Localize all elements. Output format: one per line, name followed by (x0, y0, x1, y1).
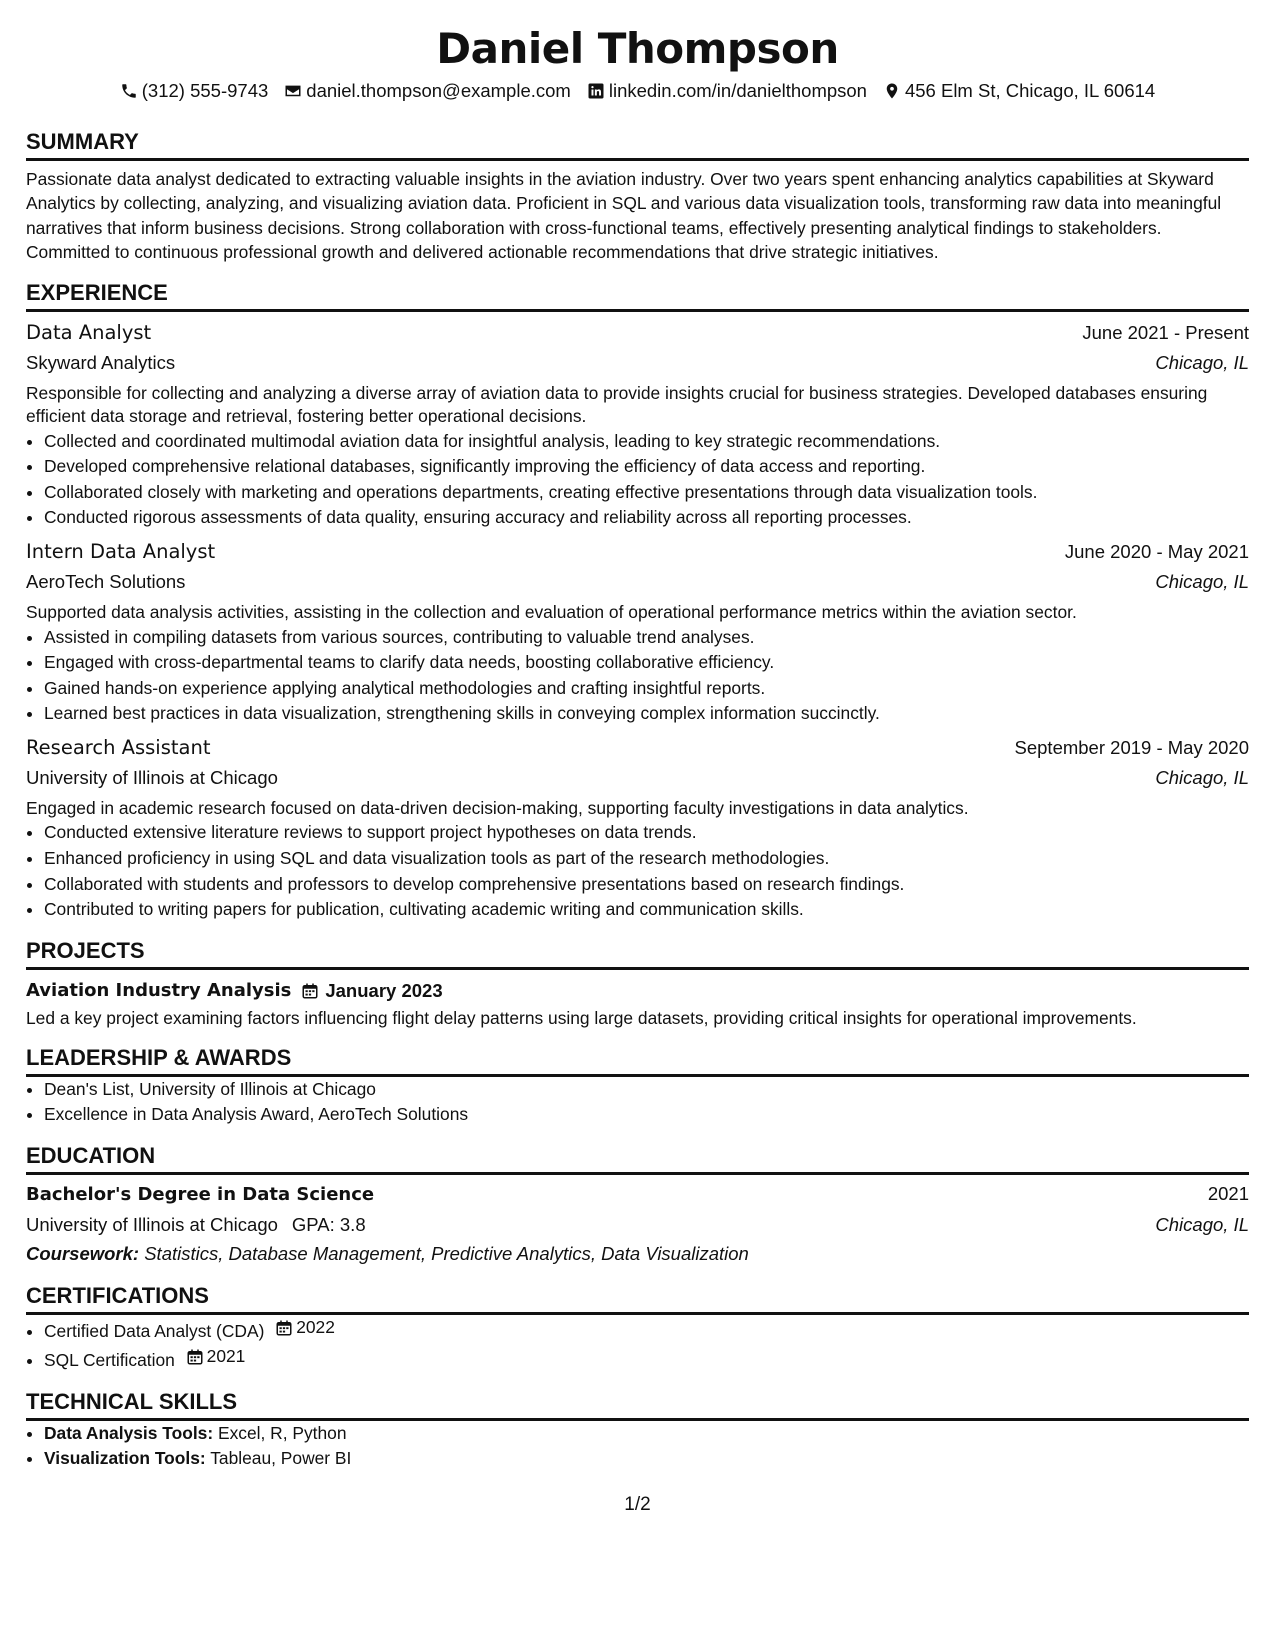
job-description: Supported data analysis activities, assisting in the collection and evaluation of operational performance metrics within the aviation sector. (26, 602, 1077, 622)
awards-section (26, 1044, 1249, 1128)
project-header (26, 976, 1249, 1006)
job-location: Chicago, IL (1155, 351, 1249, 373)
school-location: Chicago, IL (1155, 1213, 1249, 1235)
job-entry (26, 733, 1249, 923)
list-item: • Engaged with cross-departmental teams to clarify data needs, boosting collaborative efficiency. (44, 650, 1249, 676)
job-company: Skyward Analytics (26, 351, 176, 373)
job-subheader (26, 567, 1249, 597)
list-item: • Assisted in compiling datasets from various sources, contributing to valuable trend analyses. (44, 625, 1249, 651)
skill-value: Excel, R, Python (217, 1422, 347, 1443)
project-date (301, 976, 442, 1006)
email-link[interactable]: daniel.thompson@example.com (306, 80, 571, 101)
coursework-label: Coursework: (26, 1242, 140, 1264)
list-item: • Gained hands-on experience applying analytical methodologies and crafting insightful reports. (44, 676, 1249, 702)
coursework-list: Statistics, Database Management, Predictive Analytics, Data Visualization (144, 1242, 749, 1264)
job-company: AeroTech Solutions (26, 571, 186, 592)
contact-linkedin[interactable] (587, 78, 867, 104)
job-dates: June 2020 - May 2021 (1064, 541, 1249, 562)
projects-section (26, 937, 1249, 1030)
linkedin-icon (587, 82, 605, 100)
list-item: • Excellence in Data Analysis Award, AeroTech Solutions (44, 1102, 1249, 1128)
list-item: • Developed comprehensive relational databases, significantly improving the efficiency of data access and reporting. (44, 454, 1249, 480)
job-header (26, 318, 1249, 348)
phone-icon (120, 82, 138, 100)
job-entry (26, 537, 1249, 727)
job-company: University of Illinois at Chicago (26, 766, 278, 788)
gpa: GPA: 3.8 (291, 1213, 366, 1235)
education-section (26, 1142, 1249, 1268)
list-item: • Contributed to writing papers for publication, cultivating academic writing and communication skills. (44, 897, 1249, 923)
job-bullets (26, 625, 1249, 727)
list-item: • Collaborated with students and professors to develop comprehensive presentations based on research findings. (44, 872, 1249, 898)
job-header (26, 733, 1249, 763)
job-header (26, 537, 1249, 567)
awards-list (26, 1077, 1249, 1128)
job-title: Research Assistant (26, 735, 211, 759)
project-description: Led a key project examining factors influencing flight delay patterns using large datasets, providing critical insights for operational improvements. (26, 1007, 1137, 1028)
list-item: • Enhanced proficiency in using SQL and data visualization tools as part of the research methodologies. (44, 846, 1249, 872)
list-item (44, 1344, 1249, 1373)
contact-phone (120, 78, 269, 104)
summary-section (26, 128, 1249, 265)
list-item (44, 1421, 1249, 1447)
coursework (26, 1240, 1249, 1268)
list-item: • Learned best practices in data visualization, strengthening skills in conveying complex information succinctly. (44, 701, 1249, 727)
project-name: Aviation Industry Analysis (26, 979, 292, 1001)
section-title-experience: EXPERIENCE (26, 279, 1249, 312)
project-date-text: January 2023 (325, 979, 443, 1001)
skill-label: Data Analysis Tools: (44, 1422, 214, 1443)
certifications-list (26, 1315, 1249, 1374)
skill-value: Tableau, Power BI (210, 1448, 352, 1469)
phone-text: (312) 555-9743 (141, 80, 269, 101)
list-item: • Dean's List, University of Illinois at Chicago (44, 1077, 1249, 1103)
envelope-icon (284, 82, 302, 100)
job-title: Intern Data Analyst (26, 540, 216, 563)
address-text: 456 Elm St, Chicago, IL 60614 (904, 80, 1156, 101)
section-title-awards: LEADERSHIP & AWARDS (26, 1044, 1249, 1077)
skills-list (26, 1421, 1249, 1472)
job-description: Engaged in academic research focused on data-driven decision-making, supporting faculty investigations in data analytics. (26, 797, 969, 818)
list-item: • Collaborated closely with marketing and operations departments, creating effective presentations through data visualization tools. (44, 480, 1249, 506)
section-title-certifications: CERTIFICATIONS (26, 1282, 1249, 1315)
job-location: Chicago, IL (1155, 766, 1249, 788)
cert-date (186, 1344, 246, 1370)
experience-section (26, 279, 1249, 923)
cert-year: 2022 (296, 1316, 335, 1337)
page-number: 1/2 (624, 1494, 651, 1515)
list-item: • Conducted rigorous assessments of data quality, ensuring accuracy and reliability across all reporting processes. (44, 505, 1249, 531)
education-header (26, 1179, 1249, 1210)
contact-bar (26, 78, 1249, 104)
skill-label: Visualization Tools: (44, 1448, 206, 1469)
school-name: University of Illinois at Chicago (26, 1213, 278, 1235)
linkedin-link[interactable]: linkedin.com/in/danielthompson (608, 80, 867, 101)
map-pin-icon (883, 82, 901, 100)
cert-name: SQL Certification (44, 1350, 175, 1371)
section-title-summary: SUMMARY (26, 128, 1249, 161)
cert-date (275, 1315, 335, 1341)
summary-text: Passionate data analyst dedicated to extracting valuable insights in the aviation industry. Over two years spent enhancing analytics capabilities at Skyward Analytics by collecting, analyzing, and visualizing aviation data. Proficient in SQL and various data visualization tools, transforming raw data into meaningful narratives that inform business decisions. Strong collaboration with cross-functional teams, effectively presenting analytical findings to stakeholders. Committed to continuous professional growth and delivered actionable recommendations that drive strategic initiatives. (26, 169, 1222, 263)
job-bullets (26, 429, 1249, 531)
certifications-section (26, 1282, 1249, 1374)
job-subheader (26, 348, 1249, 378)
job-location: Chicago, IL (1155, 571, 1249, 592)
cert-year: 2021 (206, 1346, 246, 1367)
degree-name: Bachelor's Degree in Data Science (26, 1183, 375, 1205)
contact-email[interactable] (284, 78, 571, 104)
list-item: • Conducted extensive literature reviews to support project hypotheses on data trends. (44, 820, 1249, 846)
job-entry (26, 318, 1249, 531)
education-subheader (26, 1210, 1249, 1240)
job-subheader (26, 763, 1249, 793)
job-title: Data Analyst (26, 320, 152, 344)
calendar-icon (186, 1348, 204, 1366)
section-title-education: EDUCATION (26, 1142, 1249, 1175)
degree-year: 2021 (1207, 1182, 1249, 1204)
cert-name: Certified Data Analyst (CDA) (44, 1320, 265, 1341)
list-item: • Collected and coordinated multimodal aviation data for insightful analysis, leading to key strategic recommendations. (44, 429, 1249, 455)
skills-section (26, 1388, 1249, 1472)
calendar-icon (275, 1319, 293, 1337)
list-item (44, 1446, 1249, 1472)
candidate-name: Daniel Thompson (436, 24, 839, 73)
calendar-icon (301, 982, 319, 1000)
school-line (26, 1210, 366, 1240)
job-bullets (26, 820, 1249, 922)
section-title-projects: PROJECTS (26, 937, 1249, 970)
list-item (44, 1315, 1249, 1344)
job-dates: September 2019 - May 2020 (1014, 736, 1249, 758)
section-title-skills: TECHNICAL SKILLS (26, 1388, 1249, 1421)
job-description: Responsible for collecting and analyzing a diverse array of aviation data to provide insights crucial for business strategies. Developed databases ensuring efficient data storage and retrieval, fostering better operational decisions. (26, 382, 1208, 427)
job-dates: June 2021 - Present (1082, 321, 1249, 343)
contact-address (883, 78, 1155, 104)
